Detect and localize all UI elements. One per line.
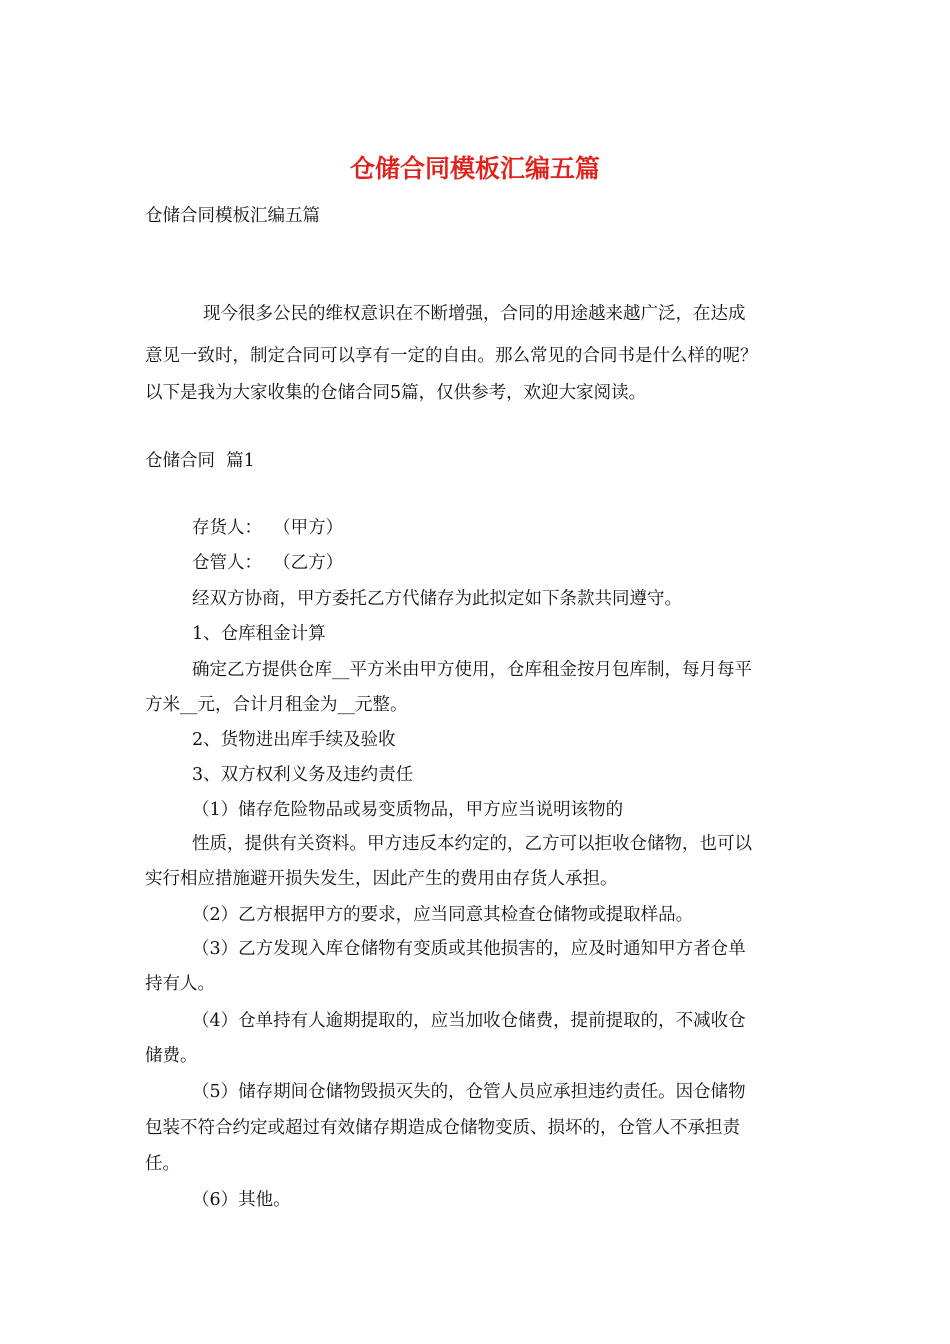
body-line: 1、仓库租金计算 <box>192 624 326 644</box>
document-title: 仓储合同模板汇编五篇 <box>349 154 600 183</box>
body-line: 2、货物进出库手续及验收 <box>192 730 396 750</box>
body-line: 3、双方权利义务及违约责任 <box>192 765 414 785</box>
body-line: 存货人： （甲方） <box>192 518 344 538</box>
body-line: 确定乙方提供仓库__平方米由甲方使用，仓库租金按月包库制，每月每平 <box>192 660 752 680</box>
body-line: 经双方协商，甲方委托乙方代储存为此拟定如下条款共同遵守。 <box>192 589 682 609</box>
body-line: （5）储存期间仓储物毁损灭失的，仓管人员应承担违约责任。因仓储物 <box>192 1082 746 1102</box>
body-line: （6）其他。 <box>192 1190 291 1210</box>
body-line: （1）储存危险物品或易变质物品，甲方应当说明该物的 <box>192 800 624 820</box>
body-line: 包装不符合约定或超过有效储存期造成仓储物变质、损坏的，仓管人不承担责 <box>145 1118 740 1138</box>
intro-line: 以下是我为大家收集的仓储合同5篇，仅供参考，欢迎大家阅读。 <box>145 383 647 403</box>
body-line: 性质，提供有关资料。甲方违反本约定的，乙方可以拒收仓储物，也可以 <box>192 834 752 854</box>
body-line: （2）乙方根据甲方的要求，应当同意其检查仓储物或提取样品。 <box>192 905 694 925</box>
intro-line: 现今很多公民的维权意识在不断增强，合同的用途越来越广泛，在达成 <box>203 304 746 324</box>
body-line: 任。 <box>145 1154 180 1174</box>
body-line: 仓管人： （乙方） <box>192 553 344 573</box>
body-line: 储费。 <box>145 1046 198 1066</box>
body-line: （3）乙方发现入库仓储物有变质或其他损害的，应及时通知甲方者仓单 <box>192 939 746 959</box>
body-line: 实行相应措施避开损失发生，因此产生的费用由存货人承担。 <box>145 869 618 889</box>
body-line: 持有人。 <box>145 974 215 994</box>
section-heading: 仓储合同 篇1 <box>145 451 255 471</box>
body-line: 方米__元，合计月租金为__元整。 <box>145 695 408 715</box>
body-line: （4）仓单持有人逾期提取的，应当加收仓储费，提前提取的，不减收仓 <box>192 1011 746 1031</box>
subtitle: 仓储合同模板汇编五篇 <box>145 206 320 226</box>
intro-line: 意见一致时，制定合同可以享有一定的自由。那么常见的合同书是什么样的呢？ <box>145 346 758 366</box>
